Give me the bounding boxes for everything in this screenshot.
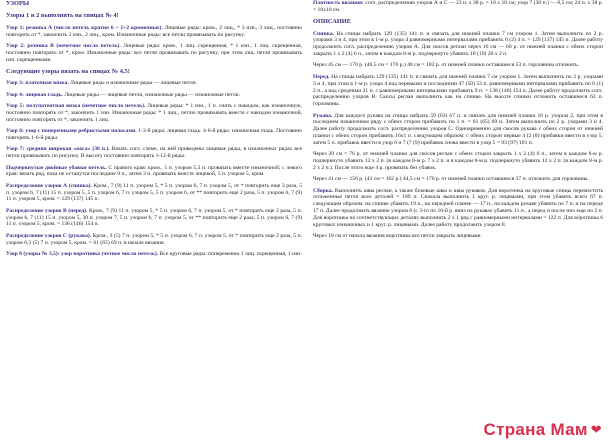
distribution-b-paragraph — [6, 208, 302, 229]
decrease-text: С правого края: кром., 5 п. узором 5,3 п. провязать вместе изнаночной; с левого края: вязать ряд, пока не останутся последние 9 п., затем 3 п. провязать вместе лицевой, 5 п. узором 5, кром. — [6, 164, 302, 178]
back-finish-paragraph: Через 45 см — 170 р. (46,5 см = 176 р.) 48 см = 182 р. от нижней планки оставшиеся 53 п. горловины отложить. — [313, 62, 580, 69]
pattern-5-title: Узор 5: полупатентная вязка (нечетное число петель). — [6, 103, 146, 110]
front-paragraph — [313, 74, 603, 108]
decrease-title: Подчеркнутые двойные убавки петель. — [6, 164, 107, 171]
collar-finish-paragraph: Через 10 см от начала вязания воротника все петли закрыть лицевыми. — [313, 233, 482, 240]
sleeves-title: Рукава. — [313, 112, 333, 119]
pattern-4-paragraph — [6, 92, 302, 99]
assembly-paragraph — [313, 188, 603, 229]
back-title: Спинка. — [313, 30, 335, 37]
pattern-7-title: Узор 7: средняя широкая «коса» (30 п.). — [6, 146, 110, 153]
sleeves-raglan-paragraph: Через 20 см = 76 р. от нижней планки для скосов реглан с обеих сторон закрыть 1 х 2 (4) 6 п., затем в каждом 8-м р. подчеркнуто убавить 12 х 2 п. (в каждом 8-м р. 7 х 2 п. и в каждом 8-м р. подчеркнуто убавить 12 х 2 п. (в каждом 8-м р. 2 х 2 п.). После этого еще 4 р. провязать без убавок. — [313, 151, 603, 171]
pattern-4-title: Узор 4: лицевая гладь. — [6, 91, 63, 98]
pattern-2-paragraph — [6, 43, 302, 64]
decrease-paragraph — [6, 165, 302, 179]
patterns-heading: УЗОРЫ — [6, 0, 30, 7]
pattern-6-title: Узор 6: узор с поперечными ребристыми полосами. — [6, 128, 137, 135]
distribution-a-title: Распределение узоров А (спинка). — [6, 182, 92, 189]
pattern-6-text: 1-3-й ряды: лицевая гладь. 4-6-й ряды: изнаночная гладь. Постоянно повторять 1-6-й ряды. — [6, 128, 302, 141]
gauge-title: Плотность вязания: — [313, 0, 364, 6]
distribution-b-text: Кром., 7 (9) 11 п. узором 5, * 5 п. узором 6, 7 п. узором 5, от * повторить еще 2 раза, 5 п. узором 6, 7 (11) 15 п. узором 5, 30 п. узором 7, 5 п. узором 6, 7 п. узором 5, от ** повторить еще 2 раза, 5 п. узором 6, 7 (9) 11 п. узором 5, кром. = 138 (146) 154 п. — [6, 207, 302, 228]
pattern-7-text: Вязать согл. схеме, на ней приведены лицевые ряды, в изнаночных рядах все петли провязывать по рисунку. В высоту постоянно повторять 1-12-й ряды. — [6, 146, 303, 160]
pattern-2-text: Лицевые ряды: кром., 1 лиц. скрещенная, * 1 изн., 1 лиц. скрещенная, постоянно повторять от *, кром. Изнаночные ряды: все петли провязывать по рисунку, при этом лиц. петли провязывать изн. скрещенными. — [6, 43, 302, 63]
gauge-text: согл. распределению узоров А и С — 23 п. х 38 р. = 10 х 10 см; узор 7 (30 п.) — 8,5 см; 24 п. х 38 р. = 10х10 см. — [313, 0, 603, 13]
pattern-3-title: Узор 3: платочная вязка. — [6, 80, 69, 87]
pattern-5-paragraph — [6, 103, 302, 124]
distribution-a-paragraph — [6, 183, 302, 204]
watermark-text: Страна Мам — [483, 420, 588, 439]
pattern-1-text: Лицевые ряды: кром., 2 лиц., * 3 изн., 3 лиц., постоянно повторять от *, закончить 3 изн., 2 лиц., кром. Изнаночные ряды: все петли провязывать по рисунку. — [6, 24, 302, 38]
front-text: На спицы набрать 129 (135) 141 п. и связать для нижней планки 7 см узором 1. Затем выполнить по 2 р. узорами 3 и 4, при этом в 1-м р. узора 4 над перевыми и последними 47 (50) 53 п. равномерными интервалами прибавить по 0 (1) 2 п., а над средними 21 п. с равномерными интервалами прибавить 9 п. = 138 (146) 154 п. Далее работу продолжить согл. распределению узоров В. Скосы реглан выполнить как на спинке. На высоте спинки отложить оставшиеся 62 п. горловины. — [313, 73, 603, 108]
pattern-4-text: Лицевые ряды — лицевые петли, изнаночные ряды — изнаночные петли. — [62, 91, 241, 98]
pattern-3-paragraph — [6, 80, 302, 87]
distribution-b-title: Распределение узоров В (перед). — [6, 207, 88, 214]
pattern-6-paragraph — [6, 128, 302, 142]
sleeves-paragraph — [313, 113, 603, 147]
sleeves-finish-paragraph: Через 41 см — 156 р. (43 см = 162 р.) 44,5 см = 170 р. от нижней планки оставшиеся 37 п. отложить для горловины. — [313, 176, 589, 183]
pattern-3-text: Лицевые ряды и изнаночные ряды — лицевые петли. — [68, 80, 198, 87]
pattern-1-paragraph — [6, 25, 302, 39]
needles-note-4-5: Следующие узоры вязать на спицах № 4,5! — [6, 68, 130, 76]
pattern-8-title: Узор 8 (узоры № 3,5): узор воротника (четное число петель). — [6, 250, 159, 257]
site-watermark — [484, 420, 603, 440]
front-title: Перед. — [313, 73, 330, 80]
pattern-8-paragraph — [6, 251, 302, 258]
sleeves-text: Для каждого рукава на спицы набрать 59 (63) 67 п. и связать для нижней планки 16 р. узором 2, при этом в последнем изнаночном ряду с обеих сторон прибавить по 1 п. = 61 (65) 69 п. Затем выполнить по 2 р. узорами 3 и 4. Далее работу продолжить согл. распределению узоров С. Одновременно для скосов рукава с обеих сторон от нижней планки с обеих сторон прибавить 16х1 п. следующим образом: с обеих сторон первые 4 (2 (0) прибавки ввести в узор 5, затем 5 п. прибавок ввести в узор 6 и 7 (7 (9) прибавок снова ввести в узор 5 = 93 (97) 101 п. — [313, 112, 603, 146]
pattern-8-text: Все круговые ряды: попеременно 1 лиц. скрещенная, 1 изн. — [158, 250, 302, 257]
heart-icon: ❤ — [590, 422, 602, 437]
left-column — [6, 0, 302, 258]
distribution-c-title: Распределение узоров С (рукава). — [6, 232, 92, 239]
distribution-c-text: Кром., 3 (5) 7 п. узором 5, * 5 п. узором 6, 7 п. узором 5, от * повторить еще 2 раза, 5 п. узором 6,3 (5) 7 п. узором 5, кром. = 61 (65) 69 п. в начале вязания. — [6, 232, 302, 246]
pattern-1-title: Узор 1: резинка А (число петель кратно 6 + 1+2 кромочные). — [6, 24, 163, 31]
back-paragraph — [313, 31, 603, 58]
back-text: На спицы набрать 129 (135) 141 п. и связать для нижней планки 7 см узором 1. Затем выполнить по 2 р. узорами 3 и 4, при этом в 1-м р. узора 4 равномерными интервалами прибавить 0 (2) 4 п. = 129 (137) 145 п. Далее работу продолжить согл. распределению узоров А. Для скосов реглан через 16 см — 60 р. от нижней планки с обеих сторон закрыть 1 х 2 (4) 6 п., затем в каждом 8-м р. подчеркнуто убавить 18 (19) 20 х 2 п. — [313, 30, 603, 58]
description-heading: ОПИСАНИЕ — [313, 18, 352, 26]
assembly-text: Выполнить швы реглан, а также боковые швы и швы рукавов. Для воротника на круговые спицы переместить отложенные петли всех деталей = 189 п. Сначала выполнить 1 круг. р. лицевыми, при этом убавить всего 67 п. следующим образом: на спинке убавить 19 п., на передней планке — 17 п., на каждом рукаве убавить по 7 п. и на переде 17 п. Далее продолжить вязание узором 8 (с 3-го по 10-й р. вниз на рукавах убавить 11 п., а перед и после них еще по 2 п. Для воротника на соответствующих деталях выполнить 2 х 1 ряд с равномерными интервалами = 122 п. Для воротника 6 круговых изнаночных и 1 круг. р. лицевыми. Далее работу продолжить узором 8. — [313, 187, 603, 228]
gauge-paragraph — [313, 0, 603, 14]
distribution-c-paragraph — [6, 233, 302, 247]
assembly-title: Сборка. — [313, 187, 334, 194]
needles-note-1-2: Узоры 1 и 2 выполнять на спицах № 4! — [6, 12, 119, 20]
pattern-7-paragraph — [6, 146, 302, 160]
pattern-5-text: Лицевые ряды: * 1 изн., 1 п. снять с накидом, как изнаночную, постоянно повторять от *, закончить 1 изн. Изнаночные ряды: * 1 лиц., петлю провязывать вместе с накидом изнаночной, постоянно повторять от *, закончить 1 лиц. — [6, 103, 303, 123]
distribution-a-text: Кром., 7 (9) 11 п. узором 5, * 5 п. узором 6, 7 п. узором 5, от * повторить еще 3 раза, 5 п. узором 6, 7 (11) 15 п. узором 5, 5 п. узором 6, 7 п. узором 5, 5 п. узором 6, от ** повторить еще 2 раза, 5 п. узором 6, 7 (9) 11 п. узором 5, кром. = 129 (137) 145 п. — [6, 182, 302, 203]
pattern-2-title: Узор 2: резинка В (нечетное число петель). — [6, 43, 121, 49]
right-column — [313, 0, 603, 240]
